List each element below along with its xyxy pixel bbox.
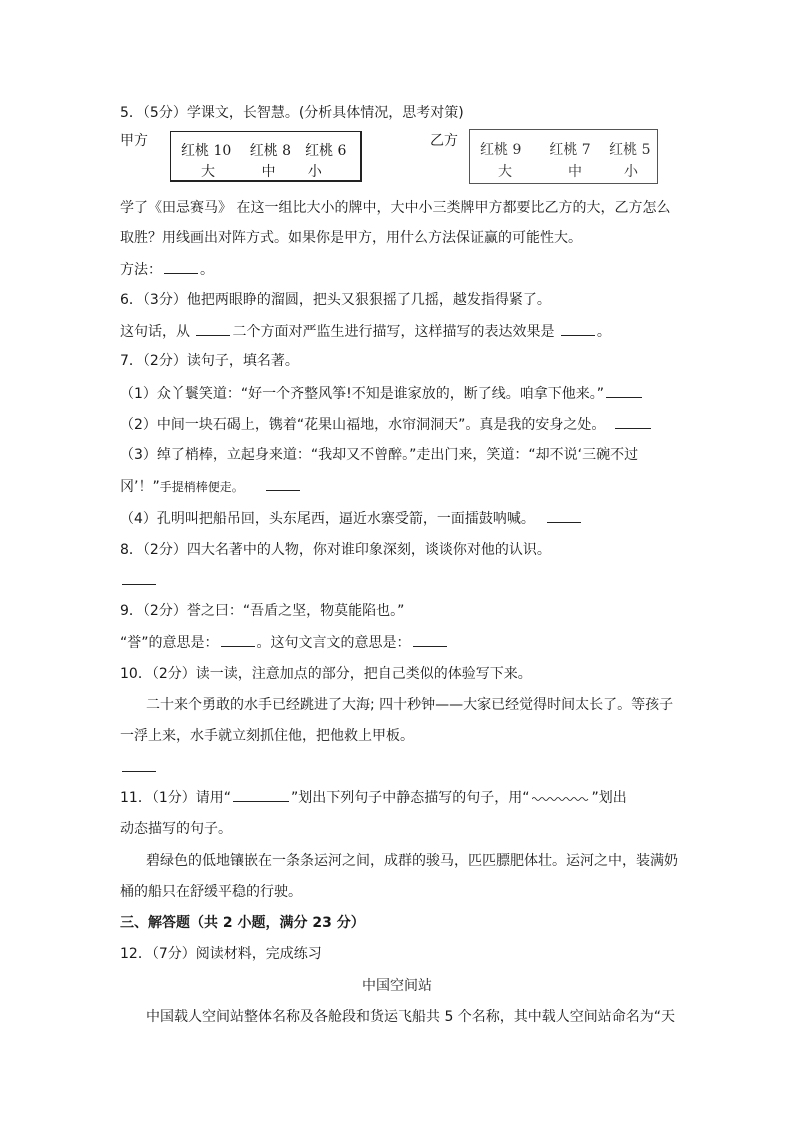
q9-blank-2[interactable] [413,632,447,647]
method-label: 方法： [120,262,162,278]
q7-blank-3[interactable] [266,476,300,491]
q10-blank[interactable] [122,757,156,772]
q9-text: “誉”的意思是： 。这句文言文的意思是： [120,632,449,653]
q5-text-2: 取胜？用线画出对阵方式。如果你是甲方，用什么方法保证赢的可能性大。 [120,230,582,246]
yi-sizes: 大 中 小 [498,164,638,180]
q6-blank-1[interactable] [196,321,230,336]
wavy-underline-sample [532,790,590,802]
q6-blank-2[interactable] [561,321,595,336]
q12-title: 12．（7分）阅读材料，完成练习 [120,946,322,962]
q11-paragraph-1[interactable]: 碧绿色的低地镶嵌在一条条运河之间，成群的骏马，匹匹膘肥体壮。运河之中，装满奶 [146,853,678,869]
section-3-title: 三、解答题（共 2 小题，满分 23 分） [120,915,365,931]
q8-answer [120,570,158,591]
jia-cards: 红桃 10 红桃 8 红桃 6 [181,143,347,159]
q7-title: 7．（2分）读句子，填名著。 [120,353,299,369]
q8-blank[interactable] [122,570,156,585]
method-blank[interactable] [164,259,198,274]
q7-blank-1[interactable] [606,383,642,398]
q12-paragraph-1: 中国载人空间站整体名称及各舱段和货运飞船共 5 个名称，其中载人空间站命名为“天 [146,1009,676,1025]
article-title: 中国空间站 [362,978,432,994]
q10-title: 10．（2分）读一读，注意加点的部分，把自己类似的体验写下来。 [120,666,532,682]
straight-underline-sample [233,789,289,802]
q7-blank-4[interactable] [547,508,581,523]
q6-text: 这句话，从 二个方面对严监生进行描写，这样描写的表达效果是 。 [120,321,611,342]
q7-sentence-2: （2）中间一块石碣上，镌着“花果山福地，水帘洞洞天”。真是我的安身之处。 [120,414,653,435]
yi-label: 乙方 [430,133,458,149]
jia-sizes: 大 中 小 [201,164,322,180]
q10-paragraph-2: 一浮上来，水手就立刻抓住他，把他救上甲板。 [120,728,414,744]
q6-title: 6．（3分）他把两眼睁的溜圆，把头又狠狠摇了几摇，越发指得紧了。 [120,292,551,308]
q10-paragraph-1: 二十来个勇敢的水手已经跳进了大海; 四十秒钟——大家已经觉得时间太长了。等孩子 [146,697,674,713]
q11-paragraph-2[interactable]: 桶的船只在舒缓平稳的行驶。 [120,884,302,900]
q11-title-2: 动态描写的句子。 [120,821,232,837]
jia-label: 甲方 [120,133,148,149]
q7-blank-2[interactable] [615,414,651,429]
q9-title: 9．（2分）誉之曰：“吾盾之坚，物莫能陷也。” [120,603,405,619]
q9-blank-1[interactable] [221,632,255,647]
q5-text-1: 学了《田忌赛马》 在这一组比大小的牌中，大中小三类牌甲方都要比乙方的大，乙方怎么 [120,200,671,216]
q5-title: 5．（5分）学课文，长智慧。(分析具体情况，思考对策) [120,105,464,121]
jia-card-box [170,131,362,182]
q7-sentence-1: （1）众丫鬟笑道：“好一个齐整风筝!不知是谁家放的，断了线。咱拿下他来。” [120,383,644,404]
yi-cards: 红桃 9 红桃 7 红桃 5 [480,142,651,158]
q5-method: 方法： 。 [120,259,214,280]
q7-sentence-4: （4）孔明叫把船吊回，头东尾西，逼近水寨受箭，一面擂鼓呐喊。 [120,508,583,529]
q7-sentence-3b: 冈’！”手提梢棒便走。 [120,476,302,497]
yi-card-box [469,129,658,184]
q7-sentence-3a: （3）绰了梢棒，立起身来道：“我却又不曾醉。”走出门来，笑道：“却不说‘三碗不过 [120,447,639,463]
q10-answer [120,757,158,778]
q11-title: 11．（1分）请用“ ”划出下列句子中静态描写的句子，用“ ”划出 [120,790,627,806]
q8-title: 8．（2分）四大名著中的人物，你对谁印象深刻，谈谈你对他的认识。 [120,542,551,558]
